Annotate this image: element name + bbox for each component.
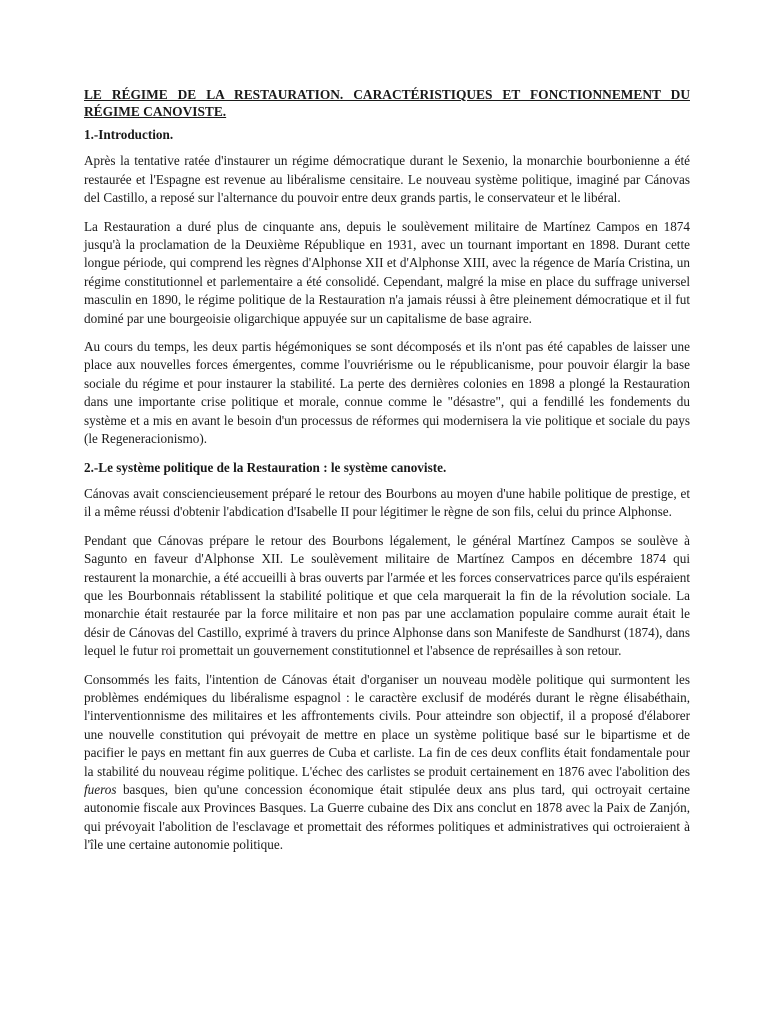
paragraph: Pendant que Cánovas prépare le retour des Bourbons légalement, le général Martínez Campos se soulève à Sagunto en faveur d'Alphonse XII. Le soulèvement militaire de Martínez Campos en décembre 1874 qui restaurent la monarchie, a été accueilli à bras ouverts par l'armée et les forces conservatrices parce qu'ils espéraient que les Bourbonnais rétablissent la stabilité politique et que cela marquerait la fin de la révolution sociale. La monarchie était restaurée par la force militaire et non pas par une acclamation populaire comme aurait était le désir de Cánovas del Castillo, exprimé à travers du prince Alphonse dans son Manifeste de Sandhurst (1874), dans lequel le futur roi promettait un gouvernement constitutionnel et l'absence de représailles à son retour.: [84, 532, 690, 659]
document-title: LE RÉGIME DE LA RESTAURATION. CARACTÉRISTIQUES ET FONCTIONNEMENT DU RÉGIME CANOVISTE.: [84, 87, 690, 119]
section-heading-introduction: 1.-Introduction.: [84, 127, 174, 142]
paragraph: [84, 671, 690, 855]
paragraph: Au cours du temps, les deux partis hégémoniques se sont décomposés et ils n'ont pas été capables de laisser une place aux nouvelles forces émergentes, comme l'ouvriérisme ou le républicanisme, pour pouvoir élargir la base sociale du régime et pour instaurer la stabilité. La perte des dernières colonies en 1898 a plongé la Restauration dans une importante crise politique et morale, connue comme le "désastre", qui a fendillé les fondements du système et a mis en avant le besoin d'un processus de réformes qui modernisera la vie politique et sociale du pays (le Regeneracionismo).: [84, 339, 690, 447]
paragraph: Cánovas avait consciencieusement préparé le retour des Bourbons au moyen d'une habile politique de prestige, et il a même réussi d'obtenir l'abdication d'Isabelle II pour légitimer le règne de son fils, celui du prince Alphonse.: [84, 485, 690, 520]
italic-term-fueros: fueros: [84, 782, 117, 797]
section-heading-systeme-politique: 2.-Le système politique de la Restauration : le système canoviste.: [84, 459, 447, 475]
paragraph-text: Consommés les faits, l'intention de Cánovas était d'organiser un nouveau modèle politique qui surmontent les problèmes endémiques du libéralisme espagnol : le caractère exclusif de modérés durant le règne élisabéthain, l'interventionnisme des militaires et les affrontements civils. Pour atteindre son objectif, il a proposé d'élaborer une nouvelle constitution qui prévoyait de mettre en place un système politique basé sur le bipartisme et de pacifier le pays en mettant fin aux guerres de Cuba et carliste. La fin de ces deux conflits était fondamentale pour la stabilité du nouveau régime politique. L'échec des carlistes se produit certainement en 1876 avec l'abolition des: [84, 671, 690, 779]
paragraph: La Restauration a duré plus de cinquante ans, depuis le soulèvement militaire de Martínez Campos en 1874 jusqu'à la proclamation de la Deuxième République en 1931, avec un tournant important en 1898. Durant cette longue période, qui comprend les règnes d'Alphonse XII et d'Alphonse XIII, avec la régence de María Cristina, un régime constitutionnel et parlementaire a été consolidé. Cependant, malgré la mise en place du suffrage universel masculin en 1890, le régime politique de la Restauration n'a jamais réussi à être pleinement démocratique et il fut dominé par une bourgeoisie oligarchique appuyée sur un capitalisme de base agraire.: [84, 218, 690, 326]
paragraph-text: basques, bien qu'une concession économique était stipulée deux ans plus tard, qui octroyait certaine autonomie fiscale aux Provinces Basques. La Guerre cubaine des Dix ans conclut en 1878 avec la Paix de Zanjón, qui prévoyait l'abolition de l'esclavage et promettait des réformes politiques et administratives qui octroieraient à l'île une certaine autonomie politique.: [84, 782, 690, 853]
paragraph: Après la tentative ratée d'instaurer un régime démocratique durant le Sexenio, la monarchie bourbonienne a été restaurée et l'Espagne est revenue au libéralisme censitaire. Le nouveau système politique, imaginé par Cánovas del Castillo, a reposé sur l'alternance du pouvoir entre deux grands partis, le conservateur et le libéral.: [84, 153, 690, 206]
document-page: [84, 86, 690, 865]
